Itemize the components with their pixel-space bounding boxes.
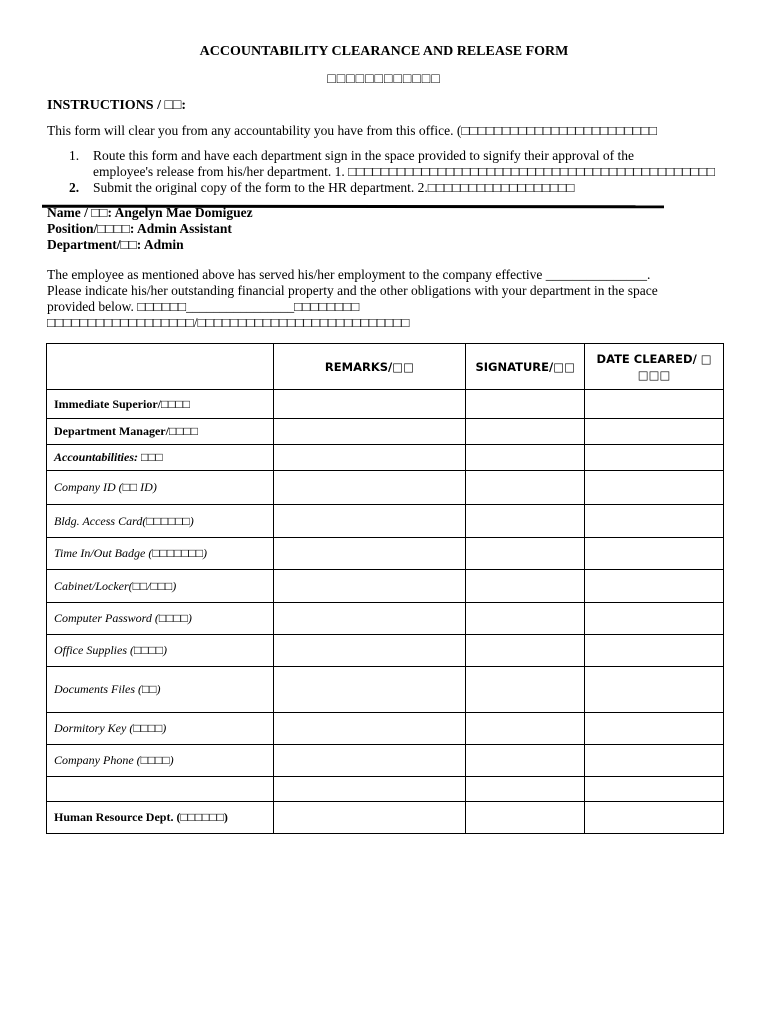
row-label: Immediate Superior/□□□□ <box>47 390 274 419</box>
remarks-cell[interactable] <box>273 667 466 713</box>
instructions-intro: This form will clear you from any accountability you have from this office. (□□□□□□□□□□□□□□□□□□□□□□□□ <box>47 123 658 138</box>
remarks-cell[interactable] <box>273 505 466 538</box>
signature-cell[interactable] <box>466 390 585 419</box>
row-label: Documents Files (□□) <box>47 667 274 713</box>
table-row <box>47 505 724 538</box>
signature-cell[interactable] <box>466 445 585 471</box>
date-cell[interactable] <box>585 390 724 419</box>
signature-cell[interactable] <box>466 570 585 603</box>
form-title: ACCOUNTABILITY CLEARANCE AND RELEASE FORM <box>199 44 569 59</box>
date-cell[interactable] <box>585 603 724 635</box>
remarks-cell[interactable] <box>273 471 466 505</box>
instruction-step-2 <box>47 180 737 196</box>
signature-cell[interactable] <box>466 713 585 745</box>
remarks-cell[interactable] <box>273 570 466 603</box>
signature-cell[interactable] <box>466 471 585 505</box>
remarks-cell[interactable] <box>273 745 466 777</box>
statement-line: □□□□□□□□□□□□□□□□□□/□□□□□□□□□□□□□□□□□□□□□□□□□□ <box>47 315 410 330</box>
step-text-line: employee's release from his/her department. 1. □□□□□□□□□□□□□□□□□□□□□□□□□□□□□□□□□□□□□□□□□□□□□ <box>93 164 716 179</box>
signature-cell[interactable] <box>466 419 585 445</box>
date-cell[interactable] <box>585 667 724 713</box>
instruction-steps <box>47 148 737 196</box>
instructions-heading: INSTRUCTIONS / □□: <box>47 98 187 113</box>
date-cell[interactable] <box>585 419 724 445</box>
row-label: Computer Password (□□□□) <box>47 603 274 635</box>
date-cell[interactable] <box>585 445 724 471</box>
header-date-cleared <box>585 344 724 390</box>
remarks-cell[interactable] <box>273 603 466 635</box>
table-row <box>47 667 724 713</box>
table-row <box>47 713 724 745</box>
date-cell[interactable] <box>585 471 724 505</box>
remarks-cell[interactable] <box>273 635 466 667</box>
statement-paragraph <box>47 267 737 331</box>
signature-cell[interactable] <box>466 538 585 570</box>
form-subtitle: □□□□□□□□□□□□ <box>327 72 441 87</box>
employee-department: Department/□□: Admin <box>47 237 184 252</box>
table-row <box>47 635 724 667</box>
table-row <box>47 538 724 570</box>
signature-cell[interactable] <box>466 635 585 667</box>
signature-cell[interactable] <box>466 745 585 777</box>
table-row <box>47 745 724 777</box>
date-cell[interactable] <box>585 713 724 745</box>
signature-cell[interactable] <box>466 777 585 802</box>
step-number: 2. <box>69 180 80 195</box>
header-blank <box>47 344 274 390</box>
row-label: Accountabilities: □□□ <box>47 445 274 471</box>
table-header-row <box>47 344 724 390</box>
table-row <box>47 777 724 802</box>
remarks-cell[interactable] <box>273 419 466 445</box>
signature-cell[interactable] <box>466 505 585 538</box>
employee-position: Position/□□□□: Admin Assistant <box>47 221 232 236</box>
table-row <box>47 390 724 419</box>
statement-line: Please indicate his/her outstanding financial property and the other obligations with your department in the space <box>47 283 658 298</box>
statement-line: The employee as mentioned above has served his/her employment to the company effective _______________. <box>47 267 651 282</box>
header-remarks: REMARKS/□□ <box>273 344 466 390</box>
row-label: Cabinet/Locker(□□/□□□) <box>47 570 274 603</box>
date-cell[interactable] <box>585 505 724 538</box>
clearance-table <box>46 343 724 834</box>
header-date-line: DATE CLEARED/ □ <box>596 351 712 366</box>
row-label: Dormitory Key (□□□□) <box>47 713 274 745</box>
table-row <box>47 802 724 834</box>
remarks-cell[interactable] <box>273 390 466 419</box>
signature-cell[interactable] <box>466 667 585 713</box>
date-cell[interactable] <box>585 777 724 802</box>
table-row <box>47 419 724 445</box>
step-number: 1. <box>69 148 80 163</box>
remarks-cell[interactable] <box>273 777 466 802</box>
employee-info <box>47 205 253 253</box>
row-label: Department Manager/□□□□ <box>47 419 274 445</box>
date-cell[interactable] <box>585 570 724 603</box>
header-signature: SIGNATURE/□□ <box>466 344 585 390</box>
signature-cell[interactable] <box>466 603 585 635</box>
row-label: Company Phone (□□□□) <box>47 745 274 777</box>
date-cell[interactable] <box>585 745 724 777</box>
header-date-line: □□□ <box>637 367 671 382</box>
remarks-cell[interactable] <box>273 713 466 745</box>
row-label: Time In/Out Badge (□□□□□□□) <box>47 538 274 570</box>
instruction-step-1 <box>47 148 737 180</box>
row-label: Company ID (□□ ID) <box>47 471 274 505</box>
table-row <box>47 445 724 471</box>
employee-name: Name / □□: Angelyn Mae Domiguez <box>47 205 253 220</box>
row-label <box>47 777 274 802</box>
date-cell[interactable] <box>585 538 724 570</box>
remarks-cell[interactable] <box>273 538 466 570</box>
signature-cell[interactable] <box>466 802 585 834</box>
row-label: Human Resource Dept. (□□□□□□) <box>47 802 274 834</box>
step-text-line: Route this form and have each department sign in the space provided to signify their approval of the <box>93 148 634 163</box>
statement-line: provided below. □□□□□□________________□□□□□□□□ <box>47 299 360 314</box>
remarks-cell[interactable] <box>273 802 466 834</box>
table-row <box>47 603 724 635</box>
remarks-cell[interactable] <box>273 445 466 471</box>
table-row <box>47 471 724 505</box>
date-cell[interactable] <box>585 802 724 834</box>
table-row <box>47 570 724 603</box>
row-label: Office Supplies (□□□□) <box>47 635 274 667</box>
date-cell[interactable] <box>585 635 724 667</box>
row-label: Bldg. Access Card(□□□□□□) <box>47 505 274 538</box>
step-text-line: Submit the original copy of the form to the HR department. 2.□□□□□□□□□□□□□□□□□□ <box>93 180 575 195</box>
